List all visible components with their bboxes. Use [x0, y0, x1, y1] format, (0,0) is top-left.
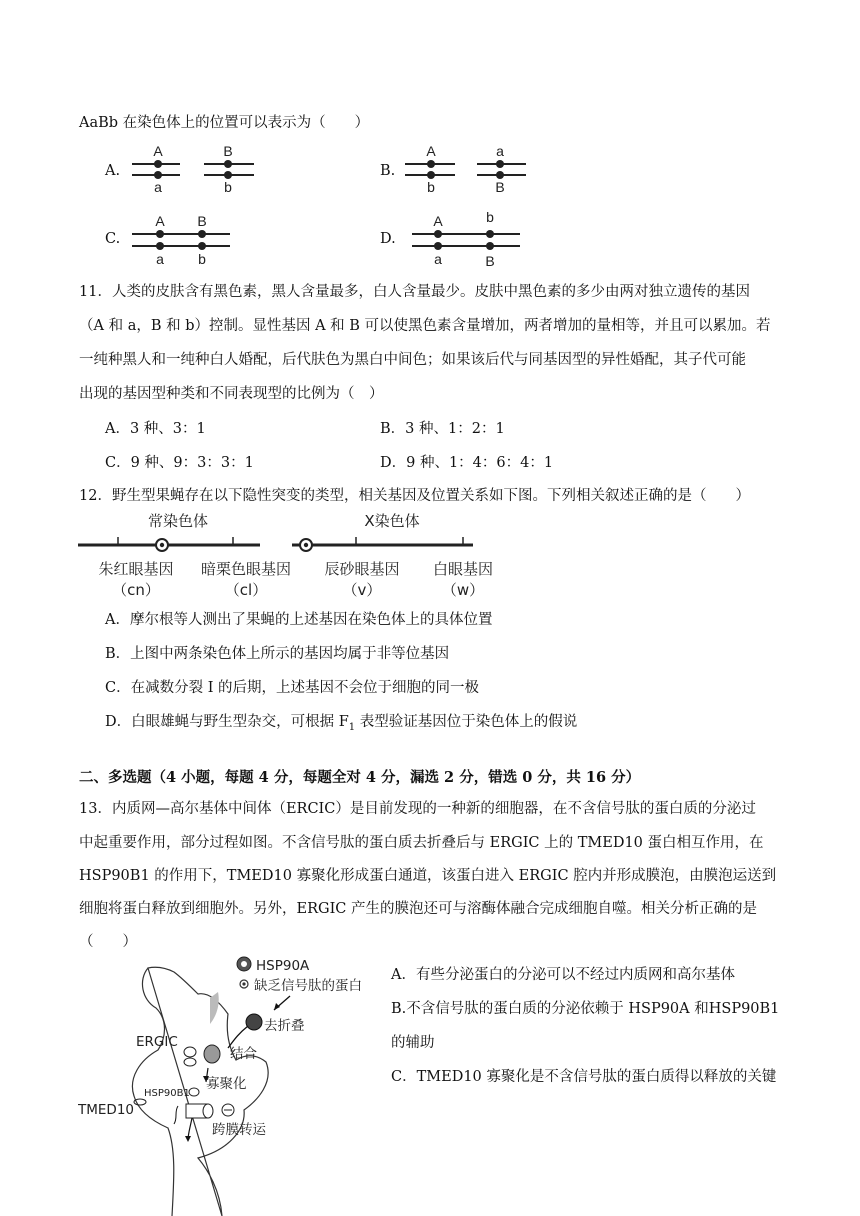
gene-w-name: 白眼基因 [432, 560, 494, 578]
label-protein: 缺乏信号肽的蛋白 [254, 978, 362, 994]
q10-chromosome-diagrams [120, 140, 540, 272]
q12-option-d-text-end: 表型验证基因位于染色体上的假说 [355, 714, 578, 730]
q12-option-b: B．上图中两条染色体上所示的基因均属于非等位基因 [105, 646, 450, 662]
q10-stem: AaBb 在染色体上的位置可以表示为（ ） [79, 115, 370, 131]
q13-line-1: 13．内质网—高尔基体中间体（ERCIC）是目前发现的一种新的细胞器，在不含信号肽的蛋白质的分泌过 [79, 801, 756, 817]
q11-line-4: 出现的基因型种类和不同表现型的比例为（ ） [79, 386, 384, 402]
q10-b-gene-bottom-1: b [427, 179, 435, 195]
q11-option-d: D．9 种、1：4：6：4：1 [380, 455, 554, 471]
q12-option-d-text: D．白眼雄蝇与野生型杂交，可根据 F [105, 714, 349, 730]
q13-option-b-cont: 的辅助 [391, 1035, 435, 1051]
q11-option-a: A．3 种、3：1 [105, 421, 206, 437]
gene-v-name: 辰砂眼基因 [324, 560, 400, 578]
label-transport: 跨膜转运 [212, 1122, 266, 1138]
q10-option-b-label: B. [380, 163, 396, 179]
section-2-title: 二、多选题（4 小题，每题 4 分，每题全对 4 分，漏选 2 分，错选 0 分，共 16 分） [79, 769, 641, 786]
q13-line-2: 中起重要作用，部分过程如图。不含信号肽的蛋白质去折叠后与 ERGIC 上的 TMED10 蛋白相互作用，在 [79, 835, 764, 851]
q10-d-gene-top-1: A [433, 213, 443, 229]
chr2-title: X染色体 [364, 512, 420, 530]
q10-a-gene-top-2: B [223, 143, 233, 159]
q12-chromosome-figure [78, 508, 508, 600]
q12-option-d-subscript: 1 [348, 721, 356, 733]
q13-ergic-figure [78, 950, 388, 1216]
q10-a-gene-bottom-2: b [224, 179, 232, 195]
label-hsp90b1: HSP90B1 [144, 1088, 190, 1099]
gene-cn-code: （cn） [112, 581, 160, 599]
q11-option-b: B．3 种、1：2：1 [380, 421, 505, 437]
q11-line-1: 11．人类的皮肤含有黑色素，黑人含量最多，白人含量最少。皮肤中黑色素的多少由两对独立遗传的基因 [79, 284, 750, 300]
gene-cn-name: 朱红眼基因 [98, 560, 174, 578]
chr1-title: 常染色体 [147, 512, 209, 530]
q10-c-gene-top-2: B [197, 213, 207, 229]
q10-a-gene-top-1: A [153, 143, 163, 159]
gene-cl-name: 暗栗色眼基因 [200, 560, 292, 578]
q12-option-d [105, 710, 577, 733]
q10-b-gene-bottom-2: B [495, 179, 505, 195]
q13-line-5: （ ） [79, 934, 137, 950]
gene-w-code: （w） [441, 581, 485, 599]
q10-d-gene-bottom-2: B [485, 253, 495, 269]
q11-option-c: C．9 种、9：3：3：1 [105, 455, 254, 471]
q10-b-gene-top-2: a [496, 143, 504, 159]
q12-option-c: C．在减数分裂 I 的后期，上述基因不会位于细胞的同一极 [105, 680, 480, 696]
q10-b-gene-top-1: A [426, 143, 436, 159]
q10-c-gene-bottom-2: b [198, 251, 206, 267]
q11-line-2: （A 和 a，B 和 b）控制。显性基因 A 和 B 可以使黑色素含量增加，两者增加的量相等，并且可以累加。若 [79, 318, 771, 334]
label-ergic: ERGIC [136, 1034, 178, 1050]
q10-a-gene-bottom-1: a [154, 179, 162, 195]
hsp90a-legend-icon [237, 957, 251, 971]
q13-line-3: HSP90B1 的作用下，TMED10 寡聚化形成蛋白通道，该蛋白进入 ERGIC 腔内并形成膜泡，由膜泡运送到 [79, 868, 777, 884]
label-oligo: 寡聚化 [206, 1076, 247, 1092]
q10-option-c-label: C. [105, 231, 121, 247]
q10-option-d-label: D. [380, 231, 396, 247]
q11-line-3: 一纯种黑人和一纯种白人婚配，后代肤色为黑白中间色；如果该后代与同基因型的异性婚配，其子代可能 [79, 352, 746, 368]
q10-d-gene-top-2: b [486, 209, 494, 225]
q10-option-a-label: A. [105, 163, 121, 179]
label-unfold: 去折叠 [264, 1018, 305, 1034]
gene-cl-code: （cl） [224, 581, 268, 599]
gene-v-code: （v） [342, 581, 382, 599]
q12-option-a: A．摩尔根等人测出了果蝇的上述基因在染色体上的具体位置 [105, 612, 493, 628]
q10-c-gene-top-1: A [155, 213, 165, 229]
q10-d-gene-bottom-1: a [434, 251, 442, 267]
q13-option-b: B.不含信号肽的蛋白质的分泌依赖于 HSP90A 和HSP90B1 [391, 1001, 780, 1017]
protein-legend-icon [240, 980, 248, 988]
q13-option-a: A．有些分泌蛋白的分泌可以不经过内质网和高尔基体 [391, 967, 735, 983]
q13-option-c: C．TMED10 寡聚化是不含信号肽的蛋白质得以释放的关键 [391, 1069, 777, 1085]
q13-line-4: 细胞将蛋白释放到细胞外。另外，ERGIC 产生的膜泡还可与溶酶体融合完成细胞自噬。相关分析正确的是 [79, 901, 758, 917]
q12-stem: 12．野生型果蝇存在以下隐性突变的类型，相关基因及位置关系如下图。下列相关叙述正确的是（ ） [79, 488, 750, 504]
label-hsp90a: HSP90A [256, 958, 310, 974]
label-bind: 结合 [230, 1046, 257, 1062]
q10-c-gene-bottom-1: a [156, 251, 164, 267]
label-tmed10: TMED10 [78, 1102, 134, 1118]
